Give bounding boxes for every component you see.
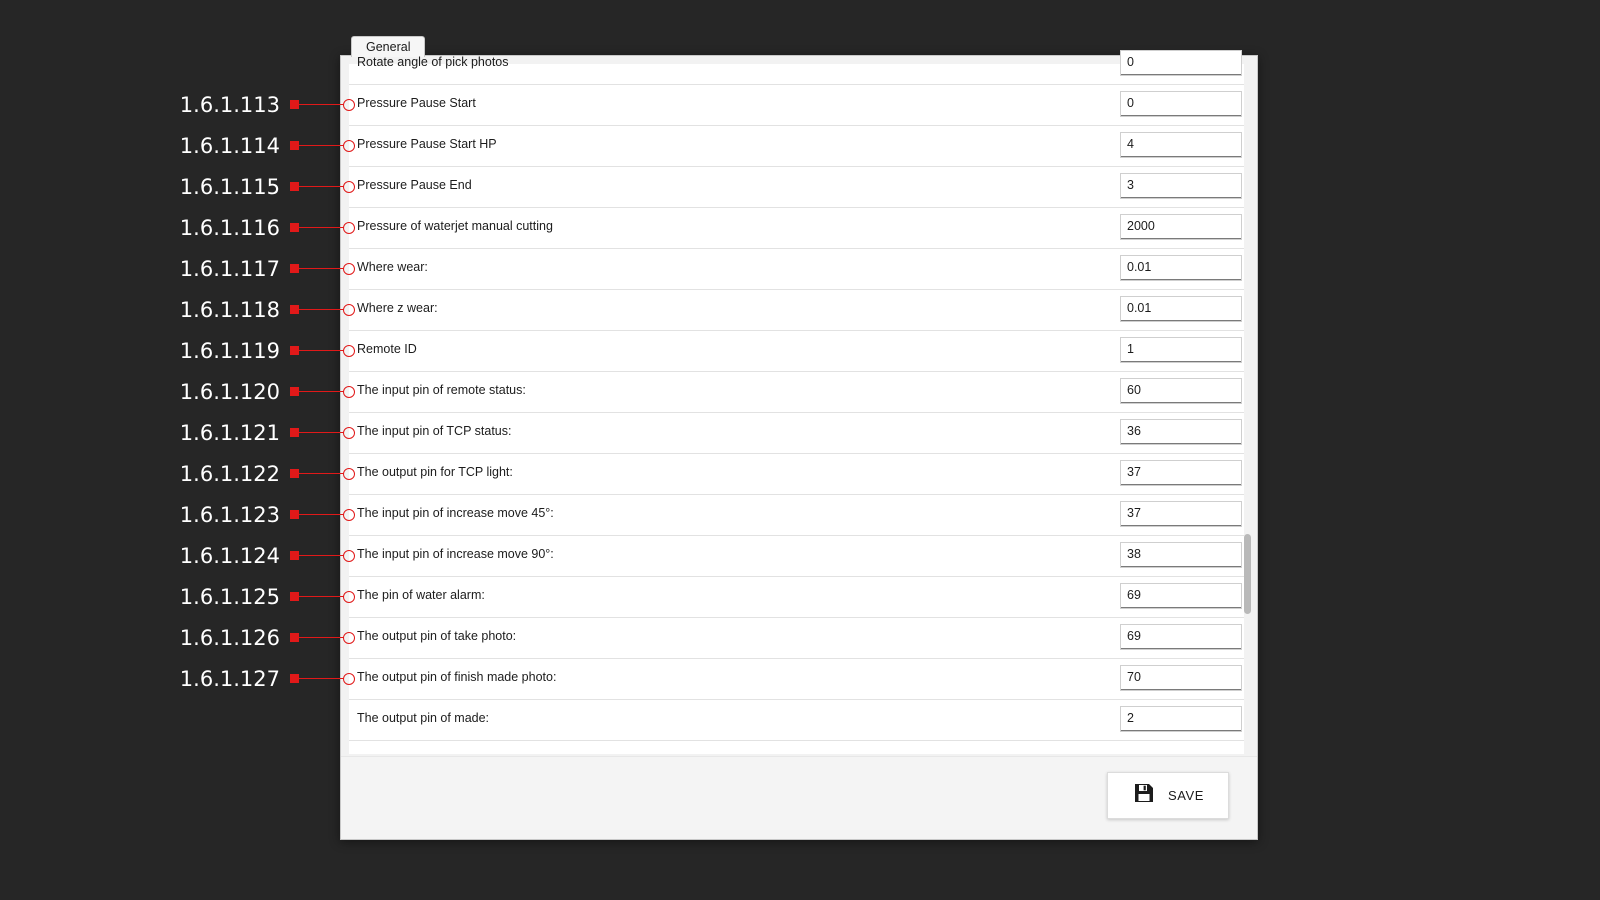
settings-scroll-area[interactable] bbox=[349, 55, 1249, 754]
settings-row bbox=[349, 372, 1249, 413]
settings-row-label: The output pin of take photo: bbox=[357, 629, 517, 643]
settings-row-label: Rotate angle of pick photos bbox=[357, 55, 509, 69]
settings-row-label: The input pin of increase move 90°: bbox=[357, 547, 554, 561]
annotation-leader-line bbox=[299, 637, 344, 639]
annotation-leader-line bbox=[299, 309, 344, 311]
settings-row bbox=[349, 208, 1249, 249]
annotation-callout bbox=[120, 381, 357, 403]
settings-row bbox=[349, 413, 1249, 454]
settings-row-input[interactable] bbox=[1120, 460, 1242, 486]
annotation-square-marker bbox=[290, 346, 299, 355]
annotation-target-circle bbox=[343, 304, 355, 316]
annotation-id: 1.6.1.120 bbox=[179, 379, 280, 404]
input-underline bbox=[1121, 115, 1241, 116]
annotation-leader-line bbox=[299, 596, 344, 598]
settings-row-label: The input pin of TCP status: bbox=[357, 424, 512, 438]
annotation-id: 1.6.1.119 bbox=[179, 338, 280, 363]
annotation-callout bbox=[120, 668, 357, 690]
input-underline bbox=[1121, 730, 1241, 731]
annotation-id: 1.6.1.114 bbox=[179, 133, 280, 158]
annotation-id: 1.6.1.113 bbox=[179, 92, 280, 117]
settings-row-label: The output pin for TCP light: bbox=[357, 465, 513, 479]
settings-row-input[interactable] bbox=[1120, 501, 1242, 527]
annotation-target-circle bbox=[343, 140, 355, 152]
settings-row-label: The input pin of remote status: bbox=[357, 383, 526, 397]
annotation-leader-line bbox=[299, 350, 344, 352]
settings-row bbox=[349, 700, 1249, 741]
save-button-label: SAVE bbox=[1167, 788, 1205, 803]
annotation-square-marker bbox=[290, 182, 299, 191]
annotation-leader-line bbox=[299, 555, 344, 557]
settings-row-value: 70 bbox=[1127, 670, 1141, 684]
settings-row-input[interactable] bbox=[1120, 542, 1242, 568]
settings-row-input[interactable] bbox=[1120, 419, 1242, 445]
annotation-leader-line bbox=[299, 514, 344, 516]
annotation-callout bbox=[120, 299, 357, 321]
settings-row-input[interactable] bbox=[1120, 624, 1242, 650]
settings-row-label: Pressure Pause Start bbox=[357, 96, 476, 110]
annotation-target-circle bbox=[343, 468, 355, 480]
settings-row-label: Where wear: bbox=[357, 260, 428, 274]
settings-row-label: Where z wear: bbox=[357, 301, 438, 315]
settings-row-label: The pin of water alarm: bbox=[357, 588, 485, 602]
annotation-leader-line bbox=[299, 432, 344, 434]
settings-list bbox=[349, 44, 1249, 741]
settings-row-label: The output pin of made: bbox=[357, 711, 490, 725]
settings-row bbox=[349, 249, 1249, 290]
annotation-callout bbox=[120, 545, 357, 567]
annotation-callout bbox=[120, 135, 357, 157]
annotation-square-marker bbox=[290, 633, 299, 642]
settings-row-value: 69 bbox=[1127, 588, 1141, 602]
annotation-target-circle bbox=[343, 550, 355, 562]
annotation-id: 1.6.1.118 bbox=[179, 297, 280, 322]
annotation-target-circle bbox=[343, 263, 355, 275]
annotation-callout bbox=[120, 422, 357, 444]
annotation-id: 1.6.1.123 bbox=[179, 502, 280, 527]
settings-row-input[interactable] bbox=[1120, 214, 1242, 240]
settings-row-label: Pressure of waterjet manual cutting bbox=[357, 219, 553, 233]
annotation-callout bbox=[120, 463, 357, 485]
annotation-square-marker bbox=[290, 100, 299, 109]
settings-row-value: 69 bbox=[1127, 629, 1141, 643]
annotation-target-circle bbox=[343, 345, 355, 357]
settings-row-label: The output pin of finish made photo: bbox=[357, 670, 557, 684]
annotation-target-circle bbox=[343, 99, 355, 111]
input-underline bbox=[1121, 238, 1241, 239]
annotation-callout bbox=[120, 176, 357, 198]
annotation-id: 1.6.1.125 bbox=[179, 584, 280, 609]
input-underline bbox=[1121, 361, 1241, 362]
annotation-callout bbox=[120, 94, 357, 116]
settings-row bbox=[349, 126, 1249, 167]
annotation-target-circle bbox=[343, 386, 355, 398]
annotation-target-circle bbox=[343, 181, 355, 193]
input-underline bbox=[1121, 648, 1241, 649]
settings-row-value: 4 bbox=[1127, 137, 1134, 151]
tab-general-label: General bbox=[366, 40, 411, 54]
settings-row-value: 0.01 bbox=[1127, 260, 1152, 274]
annotation-callout bbox=[120, 217, 357, 239]
annotation-target-circle bbox=[343, 427, 355, 439]
annotation-leader-line bbox=[299, 268, 344, 270]
settings-row bbox=[349, 290, 1249, 331]
settings-row bbox=[349, 536, 1249, 577]
vertical-scrollbar[interactable] bbox=[1244, 64, 1251, 754]
annotation-leader-line bbox=[299, 145, 344, 147]
annotation-target-circle bbox=[343, 673, 355, 685]
annotation-target-circle bbox=[343, 509, 355, 521]
annotation-leader-line bbox=[299, 227, 344, 229]
input-underline bbox=[1121, 443, 1241, 444]
vertical-scrollbar-thumb[interactable] bbox=[1244, 534, 1251, 614]
settings-row-input[interactable] bbox=[1120, 337, 1242, 363]
annotation-callout bbox=[120, 504, 357, 526]
settings-row bbox=[349, 454, 1249, 495]
input-underline bbox=[1121, 197, 1241, 198]
input-underline bbox=[1121, 402, 1241, 403]
annotation-id: 1.6.1.124 bbox=[179, 543, 280, 568]
settings-row-value: 0.01 bbox=[1127, 301, 1152, 315]
settings-row-label: Remote ID bbox=[357, 342, 417, 356]
settings-dialog bbox=[340, 40, 1258, 840]
annotation-target-circle bbox=[343, 591, 355, 603]
annotation-id: 1.6.1.126 bbox=[179, 625, 280, 650]
annotation-square-marker bbox=[290, 592, 299, 601]
settings-row bbox=[349, 577, 1249, 618]
settings-row bbox=[349, 618, 1249, 659]
settings-row bbox=[349, 167, 1249, 208]
settings-row-value: 3 bbox=[1127, 178, 1134, 192]
settings-row-value: 2 bbox=[1127, 711, 1134, 725]
annotation-id: 1.6.1.122 bbox=[179, 461, 280, 486]
annotation-square-marker bbox=[290, 264, 299, 273]
settings-row-value: 38 bbox=[1127, 547, 1141, 561]
annotation-leader-line bbox=[299, 104, 344, 106]
save-button[interactable] bbox=[1107, 772, 1229, 819]
settings-row-value: 1 bbox=[1127, 342, 1134, 356]
annotation-square-marker bbox=[290, 223, 299, 232]
floppy-disk-icon bbox=[1132, 781, 1156, 810]
input-underline bbox=[1121, 279, 1241, 280]
settings-row-value: 36 bbox=[1127, 424, 1141, 438]
settings-row-input[interactable] bbox=[1120, 173, 1242, 199]
settings-row-value: 0 bbox=[1127, 55, 1134, 69]
settings-row-input[interactable] bbox=[1120, 665, 1242, 691]
input-underline bbox=[1121, 525, 1241, 526]
settings-row-label: Pressure Pause Start HP bbox=[357, 137, 497, 151]
settings-row-label: Pressure Pause End bbox=[357, 178, 472, 192]
annotation-square-marker bbox=[290, 141, 299, 150]
input-underline bbox=[1121, 484, 1241, 485]
settings-row-input[interactable] bbox=[1120, 583, 1242, 609]
settings-row bbox=[349, 659, 1249, 700]
settings-row bbox=[349, 331, 1249, 372]
input-underline bbox=[1121, 607, 1241, 608]
annotation-square-marker bbox=[290, 387, 299, 396]
settings-row bbox=[349, 495, 1249, 536]
settings-row-input[interactable] bbox=[1120, 706, 1242, 732]
annotation-callout bbox=[120, 586, 357, 608]
annotation-leader-line bbox=[299, 678, 344, 680]
dialog-footer bbox=[341, 756, 1257, 839]
input-underline bbox=[1121, 320, 1241, 321]
input-underline bbox=[1121, 689, 1241, 690]
annotation-leader-line bbox=[299, 186, 344, 188]
annotation-callout bbox=[120, 340, 357, 362]
annotation-id: 1.6.1.117 bbox=[179, 256, 280, 281]
settings-row-input[interactable] bbox=[1120, 91, 1242, 117]
settings-row-label: The input pin of increase move 45°: bbox=[357, 506, 554, 520]
annotation-square-marker bbox=[290, 551, 299, 560]
settings-row-value: 2000 bbox=[1127, 219, 1155, 233]
annotation-square-marker bbox=[290, 305, 299, 314]
annotation-id: 1.6.1.115 bbox=[179, 174, 280, 199]
annotation-id: 1.6.1.116 bbox=[179, 215, 280, 240]
input-underline bbox=[1121, 156, 1241, 157]
annotation-target-circle bbox=[343, 632, 355, 644]
settings-row-input[interactable] bbox=[1120, 50, 1242, 76]
settings-row-input[interactable] bbox=[1120, 296, 1242, 322]
settings-row-value: 60 bbox=[1127, 383, 1141, 397]
settings-row bbox=[349, 85, 1249, 126]
annotation-square-marker bbox=[290, 469, 299, 478]
annotation-callout bbox=[120, 627, 357, 649]
annotation-leader-line bbox=[299, 473, 344, 475]
settings-row-input[interactable] bbox=[1120, 132, 1242, 158]
settings-row bbox=[349, 44, 1249, 85]
annotation-square-marker bbox=[290, 428, 299, 437]
settings-row-input[interactable] bbox=[1120, 255, 1242, 281]
input-underline bbox=[1121, 74, 1241, 75]
annotation-id: 1.6.1.121 bbox=[179, 420, 280, 445]
annotation-square-marker bbox=[290, 674, 299, 683]
annotation-square-marker bbox=[290, 510, 299, 519]
settings-row-value: 37 bbox=[1127, 506, 1141, 520]
settings-row-input[interactable] bbox=[1120, 378, 1242, 404]
input-underline bbox=[1121, 566, 1241, 567]
settings-row-value: 0 bbox=[1127, 96, 1134, 110]
annotation-leader-line bbox=[299, 391, 344, 393]
annotation-id: 1.6.1.127 bbox=[179, 666, 280, 691]
settings-row-value: 37 bbox=[1127, 465, 1141, 479]
annotation-callout bbox=[120, 258, 357, 280]
annotation-target-circle bbox=[343, 222, 355, 234]
